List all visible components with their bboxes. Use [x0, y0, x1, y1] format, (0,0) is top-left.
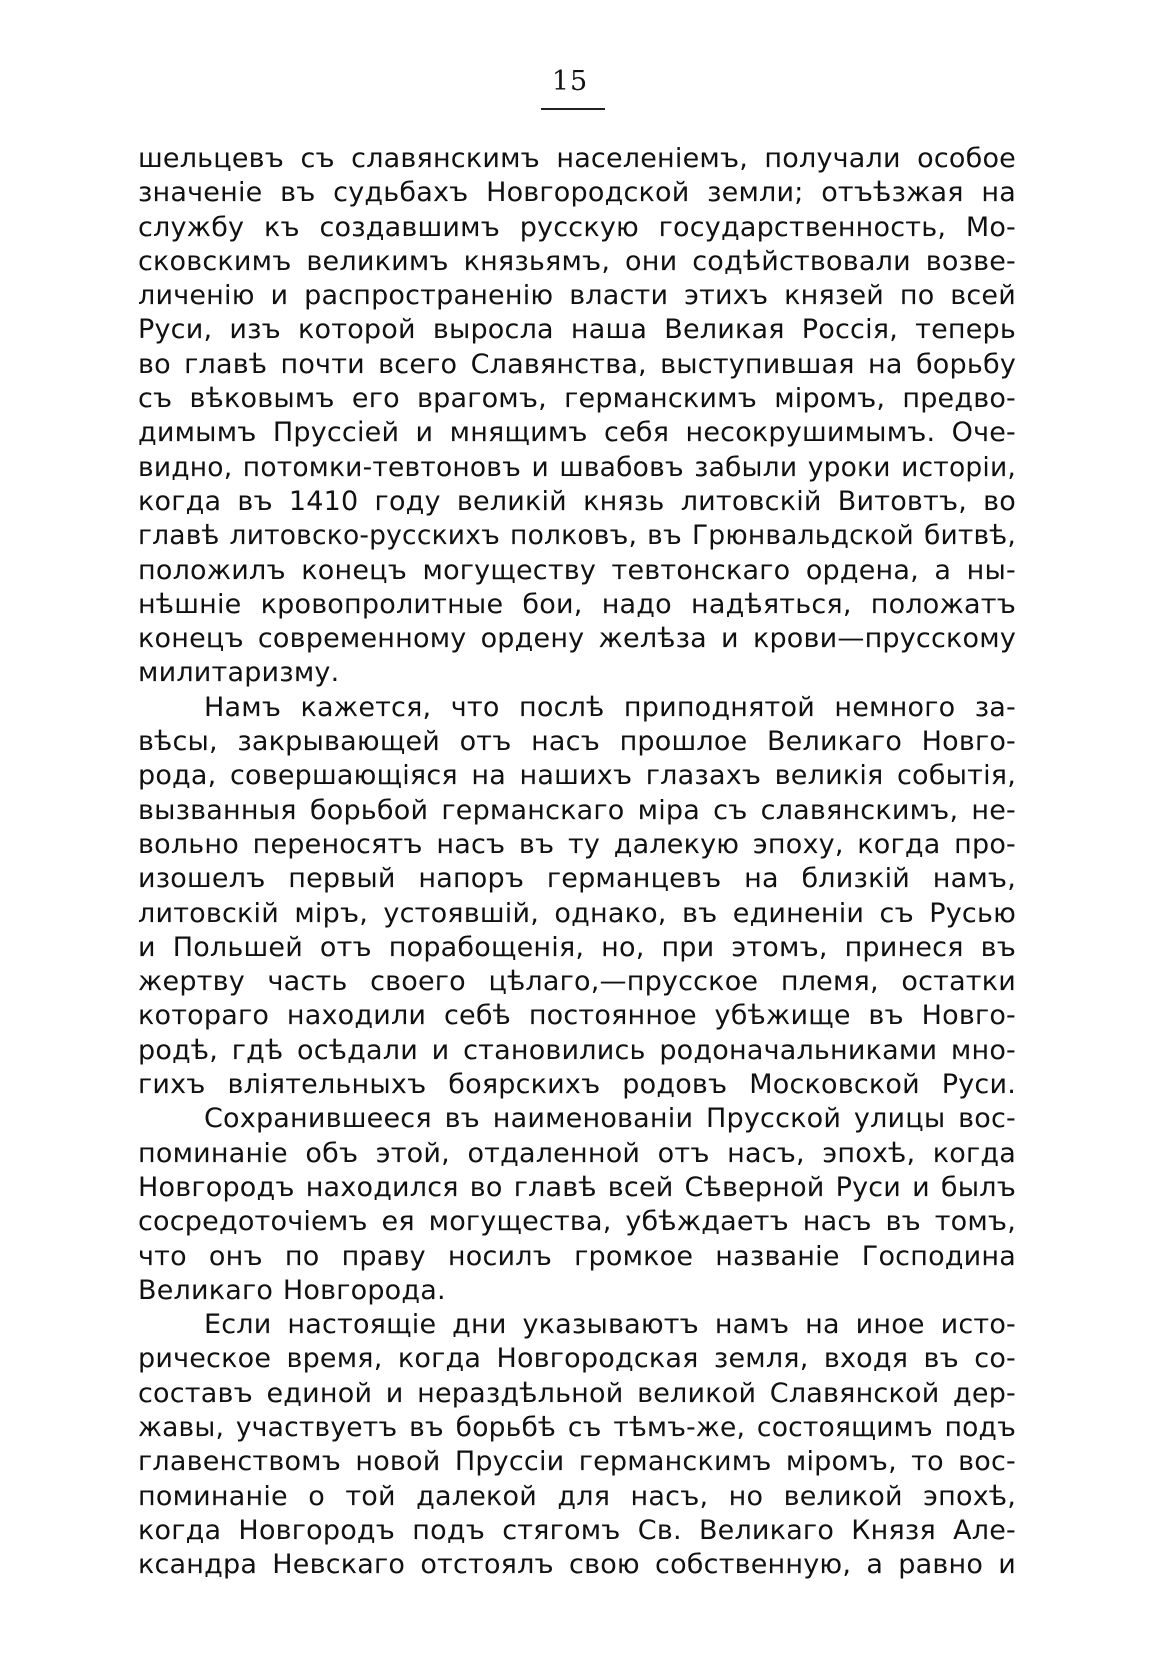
text-line: главенствомъ новой Пруссіи германскимъ міромъ, то вос- [138, 1446, 1016, 1478]
text-line: вольно переносятъ насъ въ ту далекую эпоху, когда про- [138, 828, 1016, 860]
text-line: вѣсы, закрывающей отъ насъ прошлое Великаго Новго- [138, 726, 1016, 758]
text-line: родѣ, гдѣ осѣдали и становились родоначальниками мно- [138, 1034, 1016, 1066]
text-line: Великаго Новгорода. [138, 1274, 446, 1306]
text-line: изошелъ первый напоръ германцевъ на близкій намъ, [138, 863, 1016, 895]
text-line: Новгородъ находился во главѣ всей Сѣверной Руси и былъ [138, 1171, 1016, 1203]
text-line: милитаризму. [138, 657, 340, 689]
text-line: Намъ кажется, что послѣ приподнятой немного за- [204, 691, 1016, 723]
text-line: литовскій міръ, устоявшій, однако, въ единеніи съ Русью [138, 897, 1016, 929]
text-line: во главѣ почти всего Славянства, выступившая на борьбу [138, 348, 1016, 380]
text-line: видно, потомки-тевтоновъ и швабовъ забыли уроки исторіи, [138, 451, 1016, 483]
page-number-rule [541, 108, 605, 110]
text-line: поминаніе о той далекой для насъ, но великой эпохѣ, [138, 1480, 1016, 1512]
text-line: составъ единой и нераздѣльной великой Славянской дер- [138, 1377, 1016, 1409]
text-line: рода, совершающіяся на нашихъ глазахъ великія событія, [138, 760, 1016, 792]
text-line: что онъ по праву носилъ громкое названіе Господина [138, 1240, 1016, 1272]
text-line: жертву часть своего цѣлаго,—прусское племя, остатки [138, 966, 1016, 998]
text-line: Руси, изъ которой выросла наша Великая Россія, теперь [138, 314, 1016, 346]
text-line: сосредоточіемъ ея могущества, убѣждаетъ насъ въ томъ, [138, 1206, 1016, 1238]
text-line: вызванныя борьбой германскаго міра съ славянскимъ, не- [138, 794, 1016, 826]
text-line: когда въ 1410 году великій князь литовскій Витовтъ, во [138, 485, 1016, 517]
text-line: съ вѣковымъ его врагомъ, германскимъ міромъ, предво- [138, 383, 1016, 415]
text-line: Если настоящіе дни указываютъ намъ на иное исто- [204, 1309, 1016, 1341]
text-line: и Польшей отъ порабощенія, но, при этомъ, принеся въ [138, 931, 1016, 963]
text-line: службу къ создавшимъ русскую государственность, Мо- [138, 211, 1016, 243]
page-number: 15 [551, 66, 589, 97]
text-line: котораго находили себѣ постоянное убѣжище въ Новго- [138, 1000, 1016, 1032]
text-line: димымъ Пруссiей и мнящимъ себя несокрушимымъ. Оче- [138, 417, 1016, 449]
text-line: гихъ вліятельныхъ боярскихъ родовъ Московской Руси. [138, 1069, 1016, 1101]
text-line: положилъ конецъ могуществу тевтонскаго ордена, а ны- [138, 554, 1016, 586]
text-line: когда Новгородъ подъ стягомъ Св. Великаго Князя Але- [138, 1514, 1016, 1546]
text-line: личенію и распространенію власти этихъ князей по всей [138, 280, 1016, 312]
text-line: нѣшніе кровопролитные бои, надо надѣяться, положатъ [138, 588, 1016, 620]
text-line: значеніе въ судьбахъ Новгородской земли; отъѣзжая на [138, 177, 1016, 209]
text-line: рическое время, когда Новгородская земля, входя въ со- [138, 1343, 1016, 1375]
text-line: главѣ литовско-русскихъ полковъ, въ Грюнвальдской битвѣ, [138, 520, 1016, 552]
text-line: жавы, участвуетъ въ борьбѣ съ тѣмъ-же, состоящимъ подъ [138, 1411, 1016, 1443]
text-line: шельцевъ съ славянскимъ населеніемъ, получали особое [138, 143, 1016, 174]
text-line: конецъ современному ордену желѣза и крови—прусскому [138, 623, 1016, 655]
text-line: поминаніе объ этой, отдаленной отъ насъ, эпохѣ, когда [138, 1137, 1016, 1169]
text-line: сковскимъ великимъ князьямъ, они содѣйствовали возве- [138, 245, 1016, 277]
text-line: ксандра Невскаго отстоялъ свою собственную, а равно и [138, 1549, 1016, 1581]
body-text [138, 142, 1016, 1582]
text-line: Сохранившееся въ наименованіи Прусской улицы вос- [204, 1103, 1016, 1135]
